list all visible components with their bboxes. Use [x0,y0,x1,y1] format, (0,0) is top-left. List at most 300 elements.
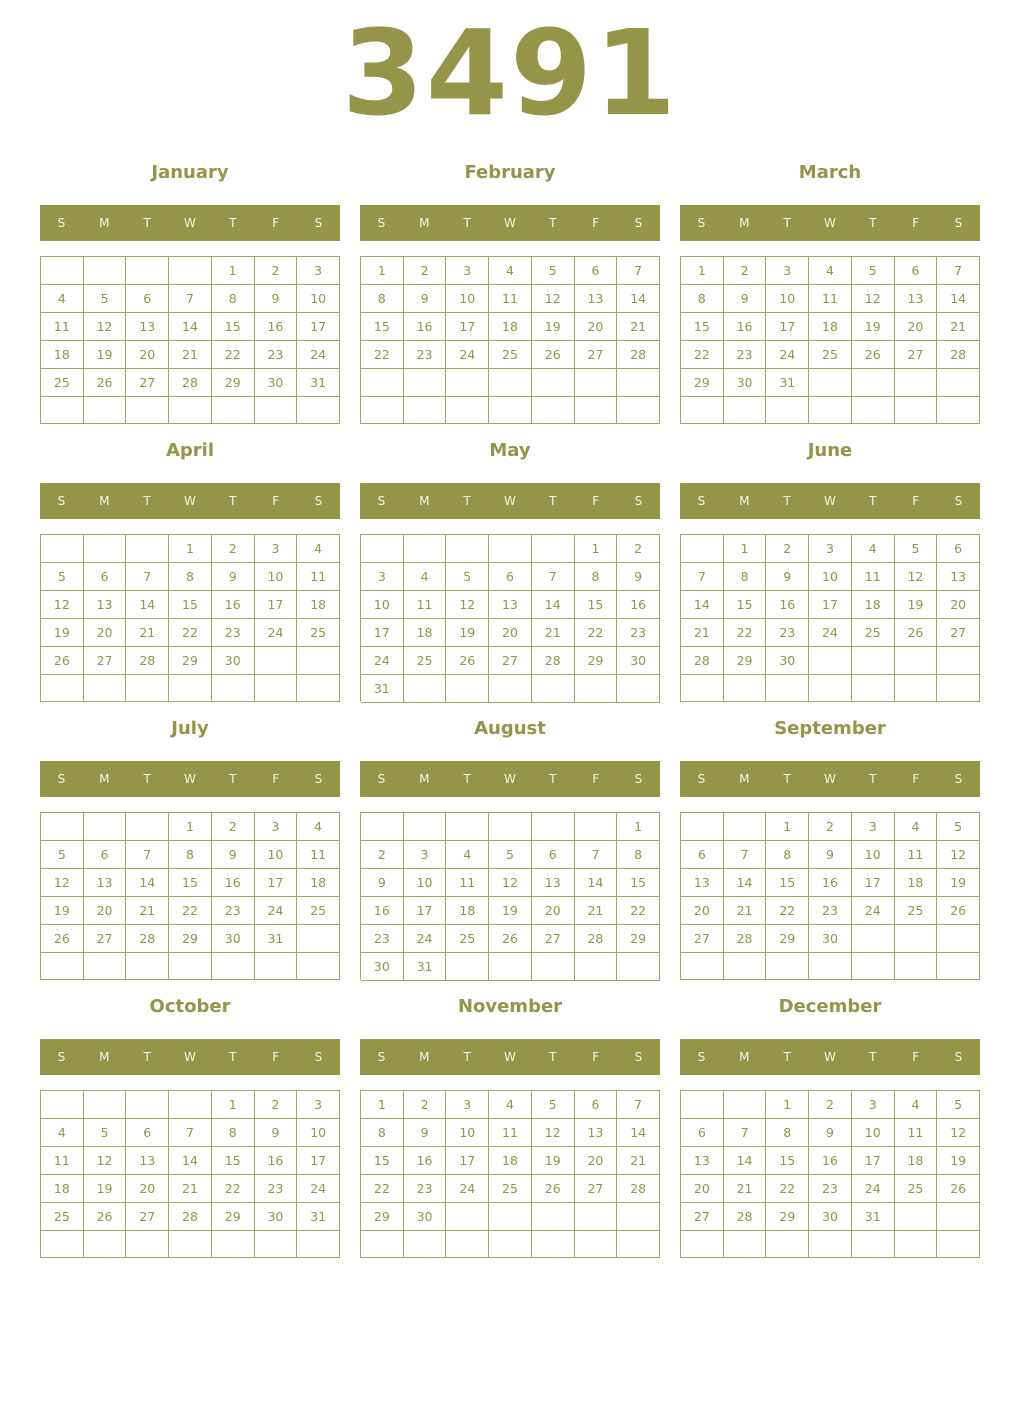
day-cell[interactable]: 11 [297,841,340,869]
day-cell[interactable]: 4 [852,535,895,563]
day-cell[interactable]: 21 [169,341,212,369]
day-cell[interactable]: 17 [361,619,404,647]
day-cell[interactable]: 29 [681,369,724,397]
day-cell[interactable]: 30 [404,1203,447,1231]
day-cell[interactable]: 10 [361,591,404,619]
day-cell[interactable]: 23 [724,341,767,369]
day-cell[interactable]: 27 [681,925,724,953]
day-cell[interactable]: 2 [766,535,809,563]
day-cell[interactable]: 5 [84,285,127,313]
day-cell[interactable]: 15 [724,591,767,619]
day-cell[interactable]: 9 [724,285,767,313]
day-cell[interactable]: 13 [532,869,575,897]
day-cell[interactable]: 19 [84,341,127,369]
day-cell[interactable]: 7 [617,257,660,285]
day-cell[interactable]: 25 [895,897,938,925]
day-cell[interactable]: 22 [212,1175,255,1203]
day-cell[interactable]: 21 [169,1175,212,1203]
day-cell[interactable]: 1 [681,257,724,285]
day-cell[interactable]: 1 [212,257,255,285]
day-cell[interactable]: 14 [724,1147,767,1175]
day-cell[interactable]: 12 [532,1119,575,1147]
day-cell[interactable]: 17 [255,869,298,897]
day-cell[interactable]: 22 [617,897,660,925]
day-cell[interactable]: 9 [404,285,447,313]
day-cell[interactable]: 9 [255,1119,298,1147]
day-cell[interactable]: 28 [126,925,169,953]
day-cell[interactable]: 19 [895,591,938,619]
day-cell[interactable]: 30 [255,1203,298,1231]
day-cell[interactable]: 10 [255,841,298,869]
day-cell[interactable]: 11 [297,563,340,591]
day-cell[interactable]: 31 [297,369,340,397]
day-cell[interactable]: 27 [681,1203,724,1231]
day-cell[interactable]: 5 [532,257,575,285]
day-cell[interactable]: 29 [766,1203,809,1231]
day-cell[interactable]: 31 [361,675,404,703]
day-cell[interactable]: 3 [361,563,404,591]
day-cell[interactable]: 15 [575,591,618,619]
day-cell[interactable]: 2 [212,813,255,841]
day-cell[interactable]: 15 [766,869,809,897]
day-cell[interactable]: 2 [255,257,298,285]
day-cell[interactable]: 23 [809,897,852,925]
day-cell[interactable]: 1 [212,1091,255,1119]
day-cell[interactable]: 20 [937,591,980,619]
day-cell[interactable]: 28 [617,341,660,369]
day-cell[interactable]: 11 [404,591,447,619]
day-cell[interactable]: 11 [852,563,895,591]
day-cell[interactable]: 22 [724,619,767,647]
day-cell[interactable]: 18 [895,869,938,897]
day-cell[interactable]: 3 [255,813,298,841]
day-cell[interactable]: 13 [895,285,938,313]
day-cell[interactable]: 7 [169,1119,212,1147]
day-cell[interactable]: 11 [895,841,938,869]
day-cell[interactable]: 11 [489,285,532,313]
day-cell[interactable]: 26 [41,925,84,953]
day-cell[interactable]: 29 [361,1203,404,1231]
day-cell[interactable]: 11 [41,313,84,341]
day-cell[interactable]: 25 [809,341,852,369]
day-cell[interactable]: 3 [852,813,895,841]
day-cell[interactable]: 15 [681,313,724,341]
day-cell[interactable]: 4 [404,563,447,591]
day-cell[interactable]: 17 [297,313,340,341]
day-cell[interactable]: 28 [532,647,575,675]
day-cell[interactable]: 31 [255,925,298,953]
day-cell[interactable]: 28 [937,341,980,369]
day-cell[interactable]: 18 [809,313,852,341]
day-cell[interactable]: 26 [41,647,84,675]
day-cell[interactable]: 6 [937,535,980,563]
day-cell[interactable]: 24 [766,341,809,369]
day-cell[interactable]: 30 [809,1203,852,1231]
day-cell[interactable]: 2 [255,1091,298,1119]
day-cell[interactable]: 21 [575,897,618,925]
day-cell[interactable]: 16 [212,869,255,897]
day-cell[interactable]: 5 [41,841,84,869]
day-cell[interactable]: 28 [617,1175,660,1203]
day-cell[interactable]: 21 [681,619,724,647]
day-cell[interactable]: 31 [766,369,809,397]
day-cell[interactable]: 14 [126,591,169,619]
day-cell[interactable]: 27 [895,341,938,369]
day-cell[interactable]: 26 [937,897,980,925]
day-cell[interactable]: 26 [532,1175,575,1203]
day-cell[interactable]: 4 [489,257,532,285]
day-cell[interactable]: 24 [361,647,404,675]
day-cell[interactable]: 19 [937,1147,980,1175]
day-cell[interactable]: 23 [617,619,660,647]
day-cell[interactable]: 6 [575,1091,618,1119]
day-cell[interactable]: 7 [575,841,618,869]
day-cell[interactable]: 10 [255,563,298,591]
day-cell[interactable]: 20 [532,897,575,925]
day-cell[interactable]: 26 [84,369,127,397]
day-cell[interactable]: 1 [617,813,660,841]
day-cell[interactable]: 16 [724,313,767,341]
day-cell[interactable]: 14 [724,869,767,897]
day-cell[interactable]: 23 [809,1175,852,1203]
day-cell[interactable]: 29 [575,647,618,675]
day-cell[interactable]: 21 [617,313,660,341]
day-cell[interactable]: 18 [852,591,895,619]
day-cell[interactable]: 15 [212,1147,255,1175]
day-cell[interactable]: 14 [681,591,724,619]
day-cell[interactable]: 26 [446,647,489,675]
day-cell[interactable]: 18 [489,313,532,341]
day-cell[interactable]: 1 [724,535,767,563]
day-cell[interactable]: 22 [361,1175,404,1203]
day-cell[interactable]: 17 [446,313,489,341]
day-cell[interactable]: 3 [766,257,809,285]
day-cell[interactable]: 29 [617,925,660,953]
day-cell[interactable]: 27 [937,619,980,647]
day-cell[interactable]: 5 [852,257,895,285]
day-cell[interactable]: 6 [489,563,532,591]
day-cell[interactable]: 7 [532,563,575,591]
day-cell[interactable]: 24 [809,619,852,647]
day-cell[interactable]: 7 [937,257,980,285]
day-cell[interactable]: 13 [84,869,127,897]
day-cell[interactable]: 12 [84,313,127,341]
day-cell[interactable]: 18 [297,591,340,619]
day-cell[interactable]: 14 [532,591,575,619]
day-cell[interactable]: 12 [852,285,895,313]
day-cell[interactable]: 21 [532,619,575,647]
day-cell[interactable]: 28 [575,925,618,953]
day-cell[interactable]: 1 [766,1091,809,1119]
day-cell[interactable]: 21 [937,313,980,341]
day-cell[interactable]: 16 [404,1147,447,1175]
day-cell[interactable]: 27 [84,925,127,953]
day-cell[interactable]: 16 [809,869,852,897]
day-cell[interactable]: 5 [895,535,938,563]
day-cell[interactable]: 31 [852,1203,895,1231]
day-cell[interactable]: 17 [297,1147,340,1175]
day-cell[interactable]: 24 [255,897,298,925]
day-cell[interactable]: 8 [169,841,212,869]
day-cell[interactable]: 9 [617,563,660,591]
day-cell[interactable]: 27 [575,341,618,369]
day-cell[interactable]: 25 [41,369,84,397]
day-cell[interactable]: 19 [852,313,895,341]
day-cell[interactable]: 3 [255,535,298,563]
day-cell[interactable]: 8 [361,1119,404,1147]
day-cell[interactable]: 20 [575,313,618,341]
day-cell[interactable]: 5 [41,563,84,591]
day-cell[interactable]: 11 [446,869,489,897]
day-cell[interactable]: 6 [895,257,938,285]
day-cell[interactable]: 19 [532,313,575,341]
day-cell[interactable]: 8 [575,563,618,591]
day-cell[interactable]: 17 [404,897,447,925]
day-cell[interactable]: 3 [297,1091,340,1119]
day-cell[interactable]: 20 [681,1175,724,1203]
day-cell[interactable]: 13 [489,591,532,619]
day-cell[interactable]: 8 [766,841,809,869]
day-cell[interactable]: 21 [724,897,767,925]
day-cell[interactable]: 16 [255,313,298,341]
day-cell[interactable]: 16 [361,897,404,925]
day-cell[interactable]: 4 [489,1091,532,1119]
day-cell[interactable]: 14 [617,285,660,313]
day-cell[interactable]: 26 [84,1203,127,1231]
day-cell[interactable]: 3 [809,535,852,563]
day-cell[interactable]: 11 [41,1147,84,1175]
day-cell[interactable]: 6 [84,563,127,591]
day-cell[interactable]: 15 [212,313,255,341]
day-cell[interactable]: 20 [84,619,127,647]
day-cell[interactable]: 1 [766,813,809,841]
day-cell[interactable]: 10 [766,285,809,313]
day-cell[interactable]: 23 [766,619,809,647]
day-cell[interactable]: 25 [895,1175,938,1203]
day-cell[interactable]: 3 [297,257,340,285]
day-cell[interactable]: 12 [532,285,575,313]
day-cell[interactable]: 8 [169,563,212,591]
day-cell[interactable]: 22 [766,1175,809,1203]
day-cell[interactable]: 30 [212,647,255,675]
day-cell[interactable]: 2 [617,535,660,563]
day-cell[interactable]: 10 [297,1119,340,1147]
day-cell[interactable]: 18 [895,1147,938,1175]
day-cell[interactable]: 6 [575,257,618,285]
day-cell[interactable]: 22 [212,341,255,369]
day-cell[interactable]: 17 [255,591,298,619]
day-cell[interactable]: 19 [446,619,489,647]
day-cell[interactable]: 31 [297,1203,340,1231]
day-cell[interactable]: 21 [126,897,169,925]
day-cell[interactable]: 31 [404,953,447,981]
day-cell[interactable]: 29 [212,369,255,397]
day-cell[interactable]: 4 [297,813,340,841]
day-cell[interactable]: 17 [852,869,895,897]
day-cell[interactable]: 14 [575,869,618,897]
day-cell[interactable]: 4 [446,841,489,869]
day-cell[interactable]: 15 [617,869,660,897]
day-cell[interactable]: 23 [255,341,298,369]
day-cell[interactable]: 20 [489,619,532,647]
day-cell[interactable]: 30 [724,369,767,397]
day-cell[interactable]: 30 [766,647,809,675]
day-cell[interactable]: 1 [361,1091,404,1119]
day-cell[interactable]: 9 [361,869,404,897]
day-cell[interactable]: 8 [212,285,255,313]
day-cell[interactable]: 3 [404,841,447,869]
day-cell[interactable]: 5 [489,841,532,869]
day-cell[interactable]: 20 [84,897,127,925]
day-cell[interactable]: 14 [169,313,212,341]
day-cell[interactable]: 7 [617,1091,660,1119]
day-cell[interactable]: 7 [724,841,767,869]
day-cell[interactable]: 15 [169,869,212,897]
day-cell[interactable]: 29 [724,647,767,675]
day-cell[interactable]: 2 [212,535,255,563]
day-cell[interactable]: 9 [766,563,809,591]
day-cell[interactable]: 26 [852,341,895,369]
day-cell[interactable]: 8 [212,1119,255,1147]
day-cell[interactable]: 12 [895,563,938,591]
day-cell[interactable]: 2 [404,1091,447,1119]
day-cell[interactable]: 25 [489,341,532,369]
day-cell[interactable]: 24 [297,341,340,369]
day-cell[interactable]: 6 [84,841,127,869]
day-cell[interactable]: 13 [681,869,724,897]
day-cell[interactable]: 9 [255,285,298,313]
day-cell[interactable]: 13 [126,1147,169,1175]
day-cell[interactable]: 16 [809,1147,852,1175]
day-cell[interactable]: 26 [937,1175,980,1203]
day-cell[interactable]: 14 [617,1119,660,1147]
day-cell[interactable]: 12 [937,841,980,869]
day-cell[interactable]: 22 [575,619,618,647]
day-cell[interactable]: 23 [212,897,255,925]
day-cell[interactable]: 14 [169,1147,212,1175]
day-cell[interactable]: 10 [852,841,895,869]
day-cell[interactable]: 7 [724,1119,767,1147]
day-cell[interactable]: 20 [895,313,938,341]
day-cell[interactable]: 21 [724,1175,767,1203]
day-cell[interactable]: 16 [212,591,255,619]
day-cell[interactable]: 4 [809,257,852,285]
day-cell[interactable]: 29 [766,925,809,953]
day-cell[interactable]: 30 [617,647,660,675]
day-cell[interactable]: 6 [532,841,575,869]
day-cell[interactable]: 20 [126,1175,169,1203]
day-cell[interactable]: 1 [169,813,212,841]
day-cell[interactable]: 24 [404,925,447,953]
day-cell[interactable]: 19 [41,897,84,925]
day-cell[interactable]: 11 [489,1119,532,1147]
day-cell[interactable]: 2 [404,257,447,285]
day-cell[interactable]: 9 [809,841,852,869]
day-cell[interactable]: 2 [809,1091,852,1119]
day-cell[interactable]: 24 [852,1175,895,1203]
day-cell[interactable]: 13 [84,591,127,619]
day-cell[interactable]: 27 [126,369,169,397]
day-cell[interactable]: 3 [852,1091,895,1119]
day-cell[interactable]: 11 [895,1119,938,1147]
day-cell[interactable]: 4 [297,535,340,563]
day-cell[interactable]: 5 [446,563,489,591]
day-cell[interactable]: 20 [126,341,169,369]
day-cell[interactable]: 17 [446,1147,489,1175]
day-cell[interactable]: 15 [361,313,404,341]
day-cell[interactable]: 3 [446,1091,489,1119]
day-cell[interactable]: 25 [446,925,489,953]
day-cell[interactable]: 12 [41,869,84,897]
day-cell[interactable]: 27 [575,1175,618,1203]
day-cell[interactable]: 28 [724,925,767,953]
day-cell[interactable]: 9 [404,1119,447,1147]
day-cell[interactable]: 12 [489,869,532,897]
day-cell[interactable]: 22 [681,341,724,369]
day-cell[interactable]: 25 [41,1203,84,1231]
day-cell[interactable]: 22 [169,619,212,647]
day-cell[interactable]: 29 [212,1203,255,1231]
day-cell[interactable]: 21 [126,619,169,647]
day-cell[interactable]: 14 [937,285,980,313]
day-cell[interactable]: 25 [404,647,447,675]
day-cell[interactable]: 8 [766,1119,809,1147]
day-cell[interactable]: 14 [126,869,169,897]
day-cell[interactable]: 25 [852,619,895,647]
day-cell[interactable]: 18 [446,897,489,925]
day-cell[interactable]: 9 [809,1119,852,1147]
day-cell[interactable]: 23 [361,925,404,953]
day-cell[interactable]: 2 [724,257,767,285]
day-cell[interactable]: 5 [532,1091,575,1119]
day-cell[interactable]: 19 [532,1147,575,1175]
day-cell[interactable]: 30 [809,925,852,953]
day-cell[interactable]: 5 [937,813,980,841]
day-cell[interactable]: 13 [575,285,618,313]
day-cell[interactable]: 10 [852,1119,895,1147]
day-cell[interactable]: 15 [361,1147,404,1175]
day-cell[interactable]: 24 [255,619,298,647]
day-cell[interactable]: 7 [681,563,724,591]
day-cell[interactable]: 19 [84,1175,127,1203]
day-cell[interactable]: 6 [681,1119,724,1147]
day-cell[interactable]: 13 [126,313,169,341]
day-cell[interactable]: 20 [681,897,724,925]
day-cell[interactable]: 6 [126,1119,169,1147]
day-cell[interactable]: 28 [724,1203,767,1231]
day-cell[interactable]: 1 [575,535,618,563]
day-cell[interactable]: 12 [446,591,489,619]
day-cell[interactable]: 10 [404,869,447,897]
day-cell[interactable]: 8 [681,285,724,313]
day-cell[interactable]: 18 [41,341,84,369]
day-cell[interactable]: 22 [766,897,809,925]
day-cell[interactable]: 27 [84,647,127,675]
day-cell[interactable]: 13 [937,563,980,591]
day-cell[interactable]: 1 [361,257,404,285]
day-cell[interactable]: 18 [404,619,447,647]
day-cell[interactable]: 15 [766,1147,809,1175]
day-cell[interactable]: 30 [212,925,255,953]
day-cell[interactable]: 26 [895,619,938,647]
day-cell[interactable]: 5 [84,1119,127,1147]
day-cell[interactable]: 28 [169,369,212,397]
day-cell[interactable]: 27 [489,647,532,675]
day-cell[interactable]: 27 [126,1203,169,1231]
day-cell[interactable]: 18 [41,1175,84,1203]
day-cell[interactable]: 26 [489,925,532,953]
day-cell[interactable]: 17 [809,591,852,619]
